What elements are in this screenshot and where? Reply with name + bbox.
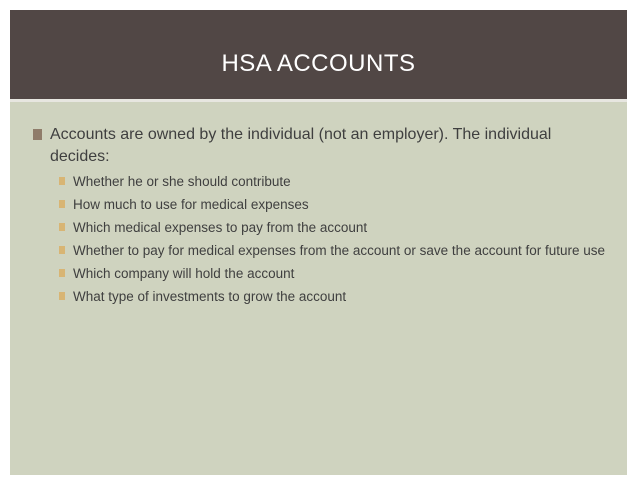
sub-bullet-text: What type of investments to grow the account [73, 289, 347, 304]
square-bullet-icon [59, 269, 65, 277]
sub-bullet-text: Whether to pay for medical expenses from the account or save the account for future use [73, 243, 606, 258]
square-bullet-icon [33, 129, 42, 140]
sub-bullet-text: Which company will hold the account [73, 266, 295, 281]
sub-bullet-item [33, 172, 613, 191]
title-bar [10, 10, 627, 102]
sub-bullet-item [33, 195, 613, 214]
square-bullet-icon [59, 223, 65, 231]
square-bullet-icon [59, 177, 65, 185]
sub-bullet-text: How much to use for medical expenses [73, 197, 309, 212]
sub-bullet-item [33, 241, 613, 260]
sub-bullet-item [33, 287, 613, 306]
main-bullet-item [33, 124, 613, 168]
square-bullet-icon [59, 200, 65, 208]
slide-title: HSA ACCOUNTS [221, 50, 416, 77]
slide-body [33, 124, 613, 310]
slide [10, 10, 627, 475]
sub-bullet-item [33, 218, 613, 237]
sub-bullet-item [33, 264, 613, 283]
square-bullet-icon [59, 292, 65, 300]
sub-bullet-text: Whether he or she should contribute [73, 174, 291, 189]
sub-bullet-text: Which medical expenses to pay from the account [73, 220, 368, 235]
square-bullet-icon [59, 246, 65, 254]
main-bullet-text: Accounts are owned by the individual (not an employer). The individual decides: [50, 126, 552, 165]
